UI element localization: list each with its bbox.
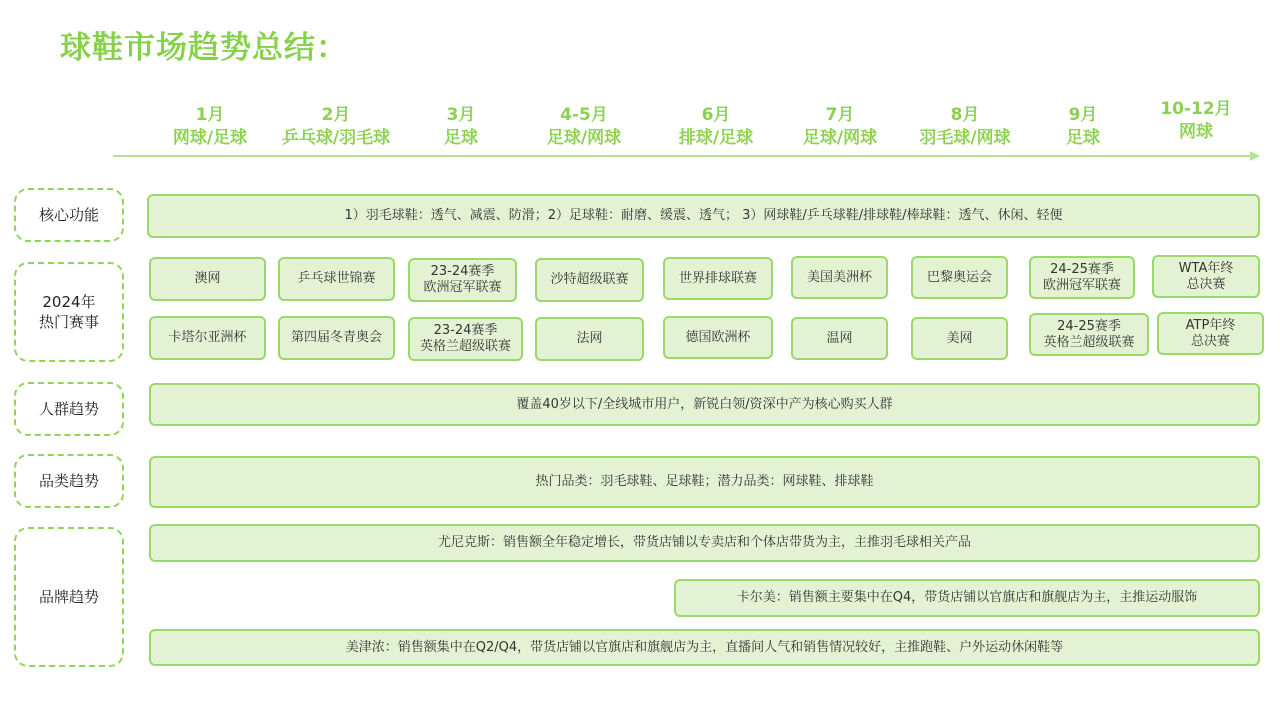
brand-yonex-bar: 尤尼克斯：销售额全年稳定增长，带货店铺以专卖店和个体店带货为主，主推羽毛球相关产品 (149, 524, 1260, 562)
month-8 (919, 104, 1010, 150)
event-8-epl-2425: 24-25赛季 英格兰超级联赛 (1029, 313, 1149, 356)
event-9-atp-finals: ATP年终 总决赛 (1157, 312, 1264, 355)
row-label-core: 核心功能 (14, 188, 124, 242)
month-sports: 羽毛球/网球 (919, 128, 1011, 148)
month-sports: 足球/网球 (802, 128, 878, 148)
event-7-paris-olympics: 巴黎奥运会 (911, 256, 1008, 299)
month-period: 7月 (825, 105, 855, 125)
month-6 (679, 104, 753, 150)
row-label-category: 品类趋势 (14, 454, 124, 508)
event-5-volleyball-league: 世界排球联赛 (663, 257, 773, 300)
month-9 (1066, 104, 1100, 150)
event-1-asian-cup: 卡塔尔亚洲杯 (149, 316, 266, 360)
event-2-youth-winter-olympics: 第四届冬青奥会 (278, 316, 395, 360)
category-trend-bar: 热门品类：羽毛球鞋、足球鞋；潜力品类：网球鞋、排球鞋 (149, 456, 1260, 508)
event-5-euro-germany: 德国欧洲杯 (663, 316, 773, 359)
page-title: 球鞋市场趋势总结： (60, 30, 348, 66)
month-period: 3月 (446, 105, 476, 125)
month-sports: 足球 (1066, 128, 1100, 148)
month-7 (803, 104, 877, 150)
month-sports: 足球/网球 (546, 128, 622, 148)
core-function-bar: 1）羽毛球鞋：透气、减震、防滑；2）足球鞋：耐磨、缓震、透气； 3）网球鞋/乒乓球鞋/排球鞋/棒球鞋：透气、休闲、轻便 (147, 194, 1260, 238)
month-period: 4-5月 (560, 105, 608, 125)
event-8-ucl-2425: 24-25赛季 欧洲冠军联赛 (1029, 256, 1135, 299)
month-period: 9月 (1068, 105, 1098, 125)
month-sports: 网球 (1179, 122, 1213, 142)
timeline-arrow-icon (1250, 151, 1260, 161)
month-period: 6月 (701, 105, 731, 125)
event-4-saudi-pro-league: 沙特超级联赛 (535, 258, 644, 302)
month-period: 1月 (195, 105, 225, 125)
event-4-roland-garros: 法网 (535, 317, 644, 361)
timeline-axis (113, 155, 1251, 157)
month-2 (282, 104, 390, 150)
month-period: 2月 (321, 105, 351, 125)
event-6-copa-america: 美国美洲杯 (791, 256, 888, 299)
event-9-wta-finals: WTA年终 总决赛 (1152, 255, 1260, 298)
month-sports: 乒乓球/羽毛球 (281, 128, 391, 148)
row-label-events: 2024年 热门赛事 (14, 262, 124, 362)
month-sports: 网球/足球 (172, 128, 248, 148)
event-3-ucl-2324: 23-24赛季 欧洲冠军联赛 (408, 258, 517, 302)
month-3 (444, 104, 478, 150)
event-7-us-open: 美网 (911, 317, 1008, 360)
brand-mizuno-bar: 美津浓：销售额集中在Q2/Q4，带货店铺以官旗店和旗舰店为主，直播间人气和销售情况较好，主推跑鞋、户外运动休闲鞋等 (149, 629, 1260, 666)
month-period: 10-12月 (1160, 99, 1232, 119)
row-label-crowd: 人群趋势 (14, 382, 124, 436)
month-period: 8月 (950, 105, 980, 125)
row-label-brand: 品牌趋势 (14, 527, 124, 667)
month-sports: 足球 (444, 128, 478, 148)
event-3-epl-2324: 23-24赛季 英格兰超级联赛 (408, 317, 523, 361)
month-1 (173, 104, 247, 150)
event-2-table-tennis-worlds: 乒乓球世锦赛 (278, 257, 395, 301)
month-4-5 (547, 104, 621, 150)
event-6-wimbledon: 温网 (791, 317, 888, 360)
brand-kelme-bar: 卡尔美：销售额主要集中在Q4，带货店铺以官旗店和旗舰店为主，主推运动服饰 (674, 579, 1260, 617)
crowd-trend-bar: 覆盖40岁以下/全线城市用户，新锐白领/资深中产为核心购买人群 (149, 383, 1260, 426)
month-10-12 (1160, 98, 1231, 144)
month-sports: 排球/足球 (678, 128, 754, 148)
event-1-australian-open: 澳网 (149, 257, 266, 301)
